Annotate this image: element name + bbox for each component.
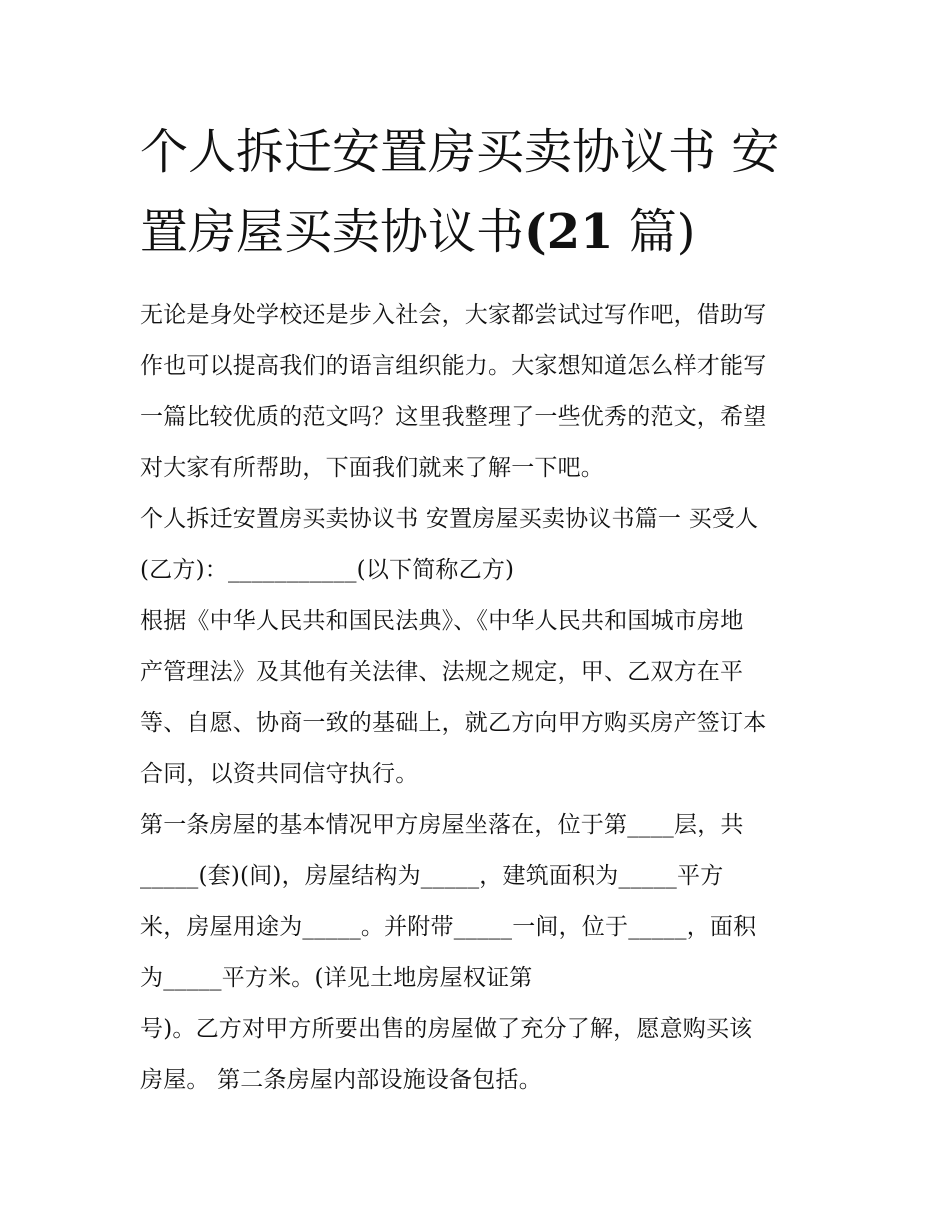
article-one-paragraph	[140, 800, 812, 1004]
text-line: 为_____平方米。(详见土地房屋权证第	[140, 965, 533, 991]
title-line	[140, 192, 812, 272]
text-line: (乙方)：___________(以下简称乙方)	[140, 557, 515, 583]
text-line: 第一条房屋的基本情况甲方房屋坐落在，位于第____层，共	[140, 812, 744, 838]
text-line: 无论是身处学校还是步入社会，大家都尝试过写作吧，借助写	[140, 302, 767, 328]
text-line: 根据《中华人民共和国民法典》、《中华人民共和国城市房地	[140, 608, 744, 634]
text-line: 米，房屋用途为_____。并附带_____一间，位于_____，面积	[140, 914, 757, 940]
title-line: 个人拆迁安置房买卖协议书 安	[140, 124, 780, 180]
buyer-paragraph	[140, 494, 812, 596]
text-line: 号)。乙方对甲方所要出售的房屋做了充分了解，愿意购买该	[140, 1016, 753, 1042]
document-title	[140, 112, 812, 272]
title-text: 置房屋买卖协议书	[140, 204, 525, 260]
title-suffix: 篇)	[628, 204, 696, 260]
text-line: 个人拆迁安置房买卖协议书 安置房屋买卖协议书篇一 买受人	[140, 506, 759, 532]
text-line: 作也可以提高我们的语言组织能力。大家想知道怎么样才能写	[140, 353, 767, 379]
intro-paragraph	[140, 290, 812, 494]
article-two-paragraph	[140, 1004, 812, 1106]
document-page	[140, 112, 812, 1106]
legal-basis-paragraph	[140, 596, 812, 800]
text-line: 对大家有所帮助，下面我们就来了解一下吧。	[140, 455, 604, 481]
text-line: 合同，以资共同信守执行。	[140, 761, 419, 787]
text-line: 一篇比较优质的范文吗？这里我整理了一些优秀的范文，希望	[140, 404, 767, 430]
text-line: _____(套)(间)，房屋结构为_____，建筑面积为_____平方	[140, 863, 724, 889]
text-line: 产管理法》及其他有关法律、法规之规定，甲、乙双方在平	[140, 659, 744, 685]
text-line: 房屋。 第二条房屋内部设施设备包括。	[140, 1067, 542, 1093]
text-line: 等、自愿、协商一致的基础上，就乙方向甲方购买房产签订本	[140, 710, 767, 736]
title-count: (21	[524, 204, 614, 260]
